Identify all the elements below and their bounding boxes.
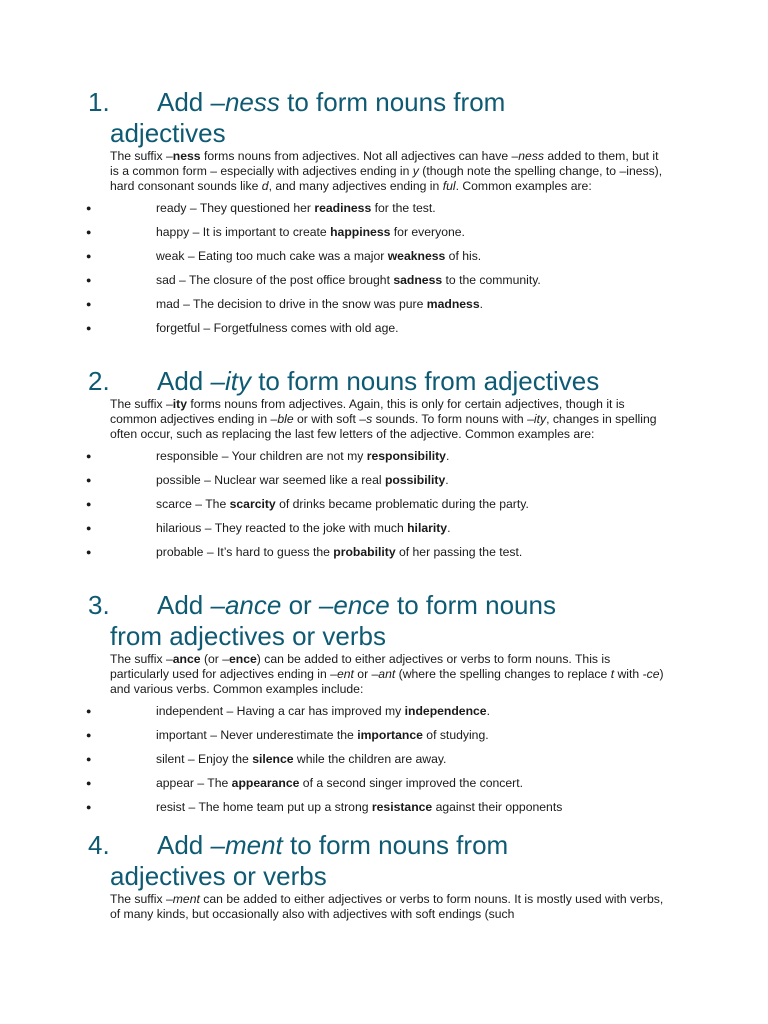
bullet-icon: ● xyxy=(86,547,92,557)
examples-list xyxy=(0,703,768,823)
suffix-term: –ance xyxy=(210,590,282,620)
section-heading: 3. Add –ance or –ence to form nouns from adjectives or verbs xyxy=(88,590,556,651)
list-item: ● ready – They questioned her readiness for the test. xyxy=(86,201,436,215)
section-number: 4. xyxy=(88,830,110,860)
examples-list xyxy=(0,200,768,344)
list-item: ● responsible – Your children are not my responsibility. xyxy=(86,449,450,463)
bullet-icon: ● xyxy=(86,275,92,285)
list-item: ● happy – It is important to create happiness for everyone. xyxy=(86,225,465,239)
section-number: 3. xyxy=(88,590,110,620)
section-intro: The suffix –ment can be added to either adjectives or verbs to form nouns. It is mostly used with verbs, of many kinds, but occasionally also with adjectives with soft endings (such xyxy=(110,892,664,921)
list-item: ● forgetful – Forgetfulness comes with old age. xyxy=(86,321,399,335)
section-heading: 2. Add –ity to form nouns from adjectives xyxy=(88,366,600,396)
section-heading: 4. Add –ment to form nouns from adjectives or verbs xyxy=(88,830,509,891)
bullet-icon: ● xyxy=(86,499,92,509)
section-ment xyxy=(0,830,768,922)
bullet-icon: ● xyxy=(86,523,92,533)
section-number: 2. xyxy=(88,366,110,396)
suffix-term: –ment xyxy=(210,830,283,860)
bullet-icon: ● xyxy=(86,227,92,237)
list-item: ● sad – The closure of the post office brought sadness to the community. xyxy=(86,273,541,287)
list-item: ● mad – The decision to drive in the snow was pure madness. xyxy=(86,297,483,311)
section-intro: The suffix –ity forms nouns from adjectives. Again, this is only for certain adjectives, though it is common adjectives ending in –ble or with soft –s sounds. To form nouns with –ity, changes in spelling often occur, such as replacing the last few letters of the adjective. Common examples are: xyxy=(110,397,657,441)
suffix-term: –ness xyxy=(210,87,280,117)
bullet-icon: ● xyxy=(86,802,92,812)
section-heading: 1. Add –ness to form nouns from adjectives xyxy=(88,87,506,148)
bullet-icon: ● xyxy=(86,475,92,485)
bullet-icon: ● xyxy=(86,323,92,333)
bullet-icon: ● xyxy=(86,203,92,213)
section-ance-ence xyxy=(0,590,768,823)
list-item: ● silent – Enjoy the silence while the children are away. xyxy=(86,752,447,766)
bullet-icon: ● xyxy=(86,706,92,716)
list-item: ● weak – Eating too much cake was a major weakness of his. xyxy=(86,249,482,263)
list-item: ● scarce – The scarcity of drinks became problematic during the party. xyxy=(86,497,529,511)
list-item: ● hilarious – They reacted to the joke with much hilarity. xyxy=(86,521,451,535)
section-intro: The suffix –ance (or –ence) can be added to either adjectives or verbs to form nouns. This is particularly used for adjectives ending in –ent or –ant (where the spelling changes to replace t with -ce) and various verbs. Common examples include: xyxy=(110,652,664,696)
bullet-icon: ● xyxy=(86,730,92,740)
list-item: ● appear – The appearance of a second singer improved the concert. xyxy=(86,776,523,790)
section-intro: The suffix –ness forms nouns from adjectives. Not all adjectives can have –ness added to them, but it is a common form – especially with adjectives ending in y (though note the spelling change, to –iness), hard consonant sounds like d, and many adjectives ending in ful. Common examples are: xyxy=(110,149,663,193)
suffix-term: –ence xyxy=(318,590,390,620)
list-item: ● important – Never underestimate the importance of studying. xyxy=(86,728,489,742)
list-item: ● possible – Nuclear war seemed like a real possibility. xyxy=(86,473,449,487)
bullet-icon: ● xyxy=(86,754,92,764)
section-ness xyxy=(0,87,768,344)
list-item: ● probable – It’s hard to guess the probability of her passing the test. xyxy=(86,545,523,559)
bullet-icon: ● xyxy=(86,251,92,261)
bullet-icon: ● xyxy=(86,299,92,309)
section-number: 1. xyxy=(88,87,110,117)
bullet-icon: ● xyxy=(86,778,92,788)
suffix-term: –ity xyxy=(210,366,251,396)
section-ity xyxy=(0,366,768,568)
bullet-icon: ● xyxy=(86,451,92,461)
examples-list xyxy=(0,448,768,568)
list-item: ● resist – The home team put up a strong resistance against their opponents xyxy=(86,800,563,814)
list-item: ● independent – Having a car has improved my independence. xyxy=(86,704,490,718)
